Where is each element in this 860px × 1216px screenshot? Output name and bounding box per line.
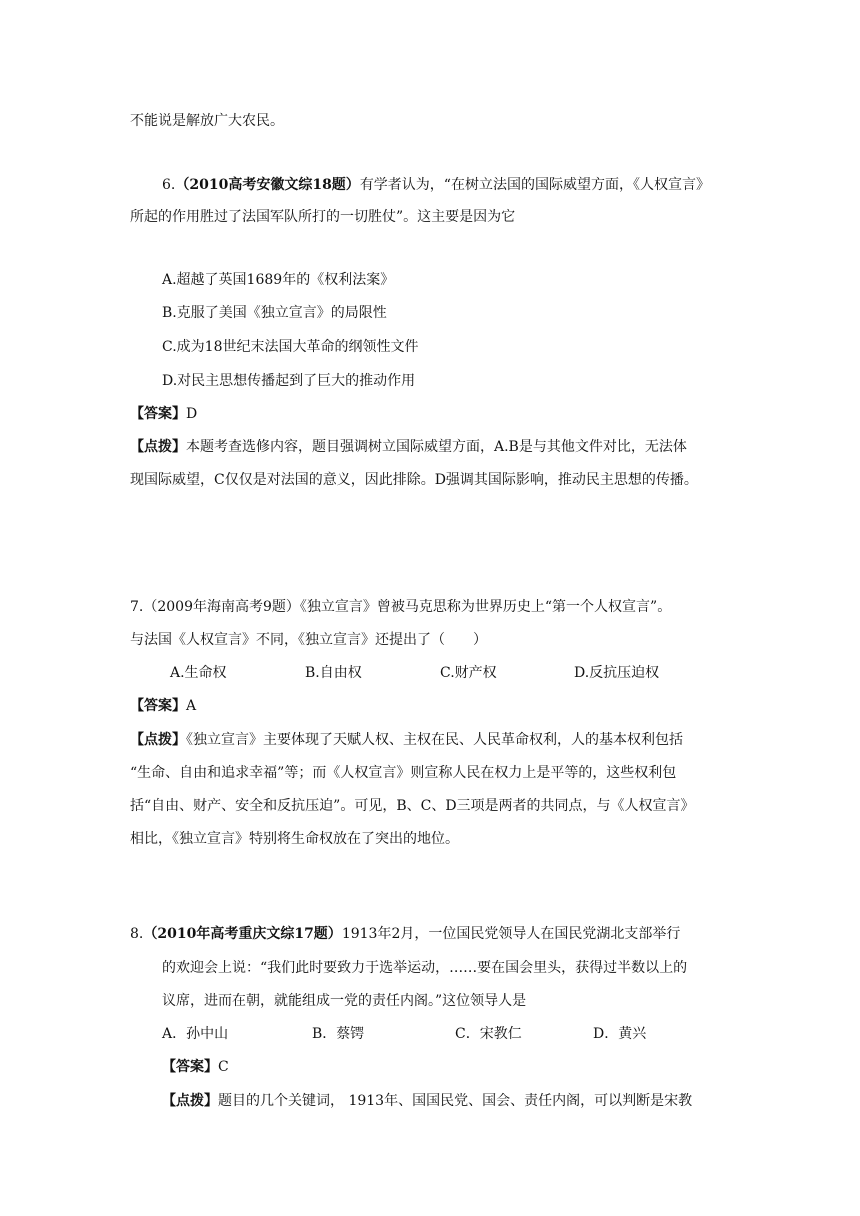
answer-label: 【答案】 (130, 406, 186, 422)
question-8-answer (162, 1057, 229, 1077)
answer-value: A (186, 698, 197, 714)
question-7-stem: 7.（2009年海南高考9题）《独立宣言》曾被马克思称为世界历史上“第一个人权宣言”。 (130, 599, 672, 615)
question-8-stem (130, 924, 680, 944)
question-7-option-d: D.反抗压迫权 (574, 665, 660, 681)
answer-label: 【答案】 (130, 698, 186, 714)
question-7-hint-line3: 括“自由、财产、安全和反抗压迫”。可见，B、C、D三项是两者的共同点，与《人权宣言》 (130, 798, 695, 814)
question-7-option-c: C.财产权 (440, 665, 497, 681)
hint-label: 【点拨】 (130, 439, 186, 455)
intro-text: 不能说是解放广大农民。 (130, 113, 284, 129)
question-7-hint (130, 730, 683, 750)
hint-text: 题目的几个关键词， 1913年、国国民党、国会、责任内阁，可以判断是宋教 (218, 1093, 693, 1109)
question-8-option-a: A．孙中山 (162, 1026, 229, 1042)
question-8-source: （2010年高考重庆文综17题） (143, 926, 342, 942)
question-6-hint-line2: 现国际威望，C仅仅是对法国的意义，因此排除。D强调其国际影响，推动民主思想的传播。 (130, 472, 698, 488)
question-8-stem-line2: 的欢迎会上说：“我们此时要致力于选举运动，……要在国会里头，获得过半数以上的 (162, 960, 688, 976)
hint-label: 【点拨】 (130, 732, 186, 748)
hint-label: 【点拨】 (162, 1093, 218, 1109)
question-8-option-d: D．黄兴 (593, 1026, 647, 1042)
question-6-hint (130, 437, 687, 457)
question-7-hint-line2: “生命、自由和追求幸福”等；而《人权宣言》则宣称人民在权力上是平等的，这些权利包 (130, 765, 677, 781)
question-7-hint-line4: 相比，《独立宣言》特别将生命权放在了突出的地位。 (130, 831, 459, 847)
question-8-number: 8. (130, 926, 144, 942)
question-6-answer (130, 404, 197, 424)
question-7-stem-line2: 与法国《人权宣言》不同，《独立宣言》还提出了（ ） (130, 632, 487, 648)
hint-text: 本题考查选修内容，题目强调树立国际威望方面，A.B是与其他文件对比，无法体 (186, 439, 687, 455)
hint-text: 《独立宣言》主要体现了天赋人权、主权在民、人民革命权利，人的基本权利包括 (186, 732, 683, 748)
question-7-option-a: A.生命权 (170, 665, 227, 681)
question-6-stem-line2: 所起的作用胜过了法国军队所打的一切胜仗”。这主要是因为它 (130, 209, 516, 225)
answer-label: 【答案】 (162, 1059, 218, 1075)
question-6-number: 6. (162, 177, 176, 193)
question-8-hint (162, 1091, 692, 1111)
question-6-stem-text: 有学者认为，“在树立法国的国际威望方面，《人权宣言》 (359, 177, 710, 193)
question-8-option-c: C．宋教仁 (455, 1026, 522, 1042)
question-8-option-b: B．蔡锷 (312, 1026, 365, 1042)
question-6-option-b: B.克服了美国《独立宣言》的局限性 (162, 305, 387, 321)
question-6-option-a: A.超越了英国1689年的《权利法案》 (162, 272, 395, 288)
question-6-option-c: C.成为18世纪末法国大革命的纲领性文件 (162, 339, 419, 355)
question-6-stem (162, 175, 710, 195)
question-7-answer (130, 696, 196, 716)
question-8-stem-line3: 议席，进而在朝，就能组成一党的责任内阁。”这位领导人是 (162, 993, 527, 1009)
question-6-source: （2010高考安徽文综18题） (175, 177, 360, 193)
answer-value: C (218, 1059, 229, 1075)
question-6-option-d: D.对民主思想传播起到了巨大的推动作用 (162, 373, 416, 389)
answer-value: D (186, 406, 198, 422)
question-7-option-b: B.自由权 (305, 665, 362, 681)
question-8-stem-text: 1913年2月，一位国民党领导人在国民党湖北支部举行 (341, 926, 681, 942)
